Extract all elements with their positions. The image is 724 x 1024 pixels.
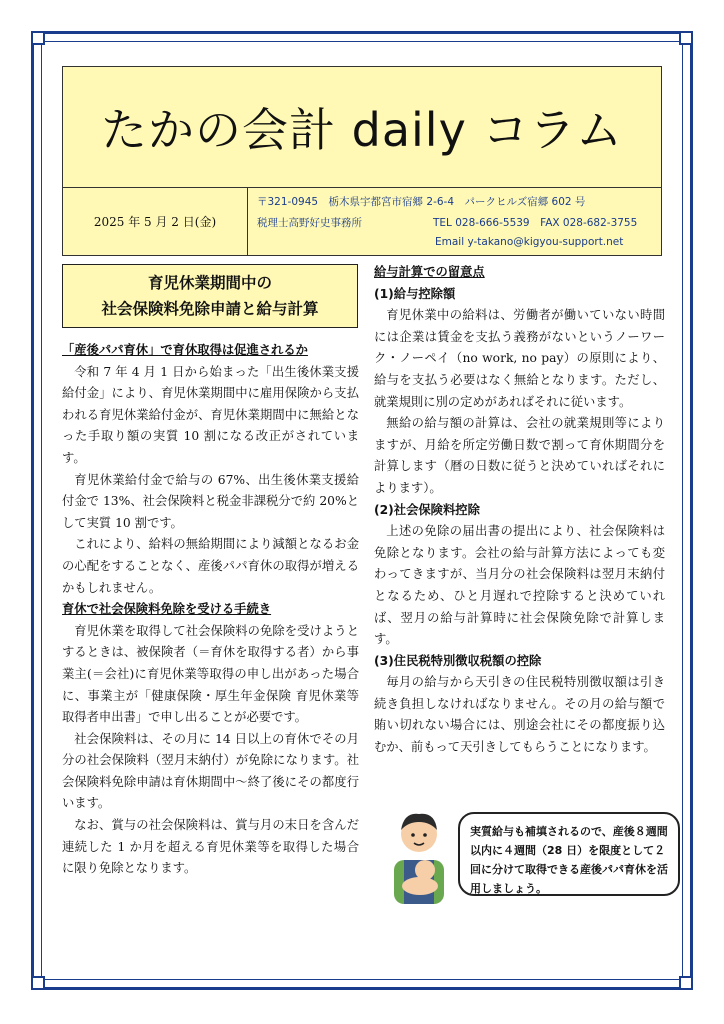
paragraph: なお、賞与の社会保険料は、賞与月の末日を含んだ連続した 1 か月を超える育児休業等を取得した場合に限り免除となります。 [62, 818, 359, 876]
frame-corner [679, 976, 693, 990]
subsection-heading: (1)給与控除額 [374, 286, 456, 301]
frame-corner [31, 31, 45, 45]
speech-bubble: 実質給与も補填されるので、産後８週間以内に４週間（28 日）を限度として２回に分けて取得できる産後パパ育休を活用しましょう。 [458, 812, 680, 896]
office-tel-fax: TEL 028-666-5539 FAX 028-682-3755 [433, 217, 638, 229]
office-email: Email y-takano@kigyou-support.net [435, 236, 624, 248]
paragraph: 社会保険料は、その月に 14 日以上の育休でその月分の社会保険料（翌月末納付）が免除になります。社会保険料免除申請は育休期間中～終了後にその都度行います。 [62, 731, 359, 811]
masthead [62, 66, 662, 256]
subsection-heading: (3)住民税特別徴収税額の控除 [374, 653, 542, 668]
paragraph: これにより、給料の無給期間により減額となるお金の心配をすることなく、産後パパ育休の取得が増えるかもしれません。 [62, 537, 359, 595]
topic-line-1: 育児休業期間中の [147, 274, 272, 292]
paragraph: 毎月の給与から天引きの住民税特別徴収額は引き続き負担しなければなりません。その月の給与額で賄い切れない場合には、別途会社にその都度振り込むか、前もって天引きしてもらうことになります。 [374, 675, 665, 755]
office-name: 税理士高野好史事務所 [257, 217, 362, 229]
section-heading: 育休で社会保険料免除を受ける手続き [62, 602, 272, 617]
frame-corner [679, 31, 693, 45]
paragraph: 令和 7 年 4 月 1 日から始まった「出生後休業支援給付金」により、育児休業期間中に雇用保険から支払われる育児休業給付金が、育児休業期間中に無給となった手取り額の実質 10 割になる改正がされています。 [62, 364, 359, 465]
father-holding-baby-illustration [380, 808, 458, 904]
left-column [62, 340, 359, 880]
paragraph: 上述の免除の届出書の提出により、社会保険料は免除となります。会社の給与計算方法によっても変わってきますが、当月分の社会保険料は翌月末納付となるため、ひと月遅れで控除すると決めていれば、翌月の給与計算時に社会保険免除で計算します。 [374, 524, 665, 647]
section-heading: 「産後パパ育休」で育休取得は促進されるか [62, 343, 308, 357]
masthead-vdivider [247, 187, 248, 255]
paragraph: 育児休業給付金で給与の 67%、出生後休業支援給付金で 13%、社会保険料と税金非課税分で約 20%として実質 10 割です。 [62, 472, 359, 530]
column-title: たかの会計 daily コラム [101, 103, 623, 157]
issue-date: 2025 年 5 月 2 日(金) [93, 214, 217, 229]
topic-box [62, 264, 358, 328]
subsection-heading: (2)社会保険料控除 [374, 502, 480, 517]
office-address: 〒321-0945 栃木県宇都宮市宿郷 2-6-4 パークヒルズ宿郷 602 号 [257, 196, 586, 208]
frame-corner [31, 976, 45, 990]
right-column [374, 262, 665, 759]
paragraph: 育児休業中の給料は、労働者が働いていない時間には企業は賃金を支払う義務がないというノーワーク・ノーペイ（no work, no pay）の原則により、給与を支払う必要はなく無給となります。ただし、就業規則に別の定めがあればそれに従います。 [374, 308, 665, 409]
section-heading: 給与計算での留意点 [374, 265, 485, 279]
topic-line-2: 社会保険料免除申請と給与計算 [101, 300, 319, 318]
paragraph: 育児休業を取得して社会保険料の免除を受けようとするときは、被保険者（＝育休を取得する者）から事業主(＝会社)に育児休業等取得の申し出があった場合に、事業主が「健康保険・厚生年金保険 育児休業等取得者申出書」で申し出ることが必要です。 [62, 623, 359, 725]
paragraph: 無給の給与額の計算は、会社の就業規則等によりますが、月給を所定労働日数で割って育休期間分を計算します（暦の日数に従うと決めていればそれによります）。 [374, 416, 665, 495]
